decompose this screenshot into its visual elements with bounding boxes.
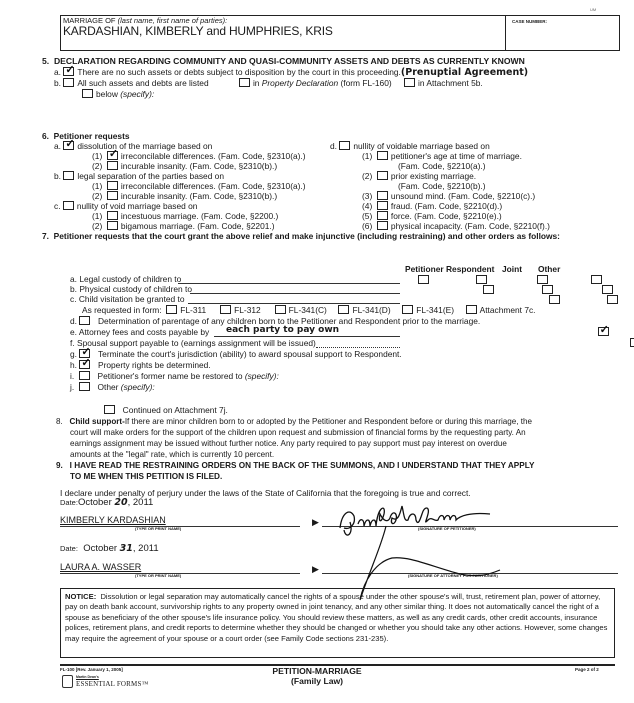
item-text: Spousal support payable to (earnings assignment will be issued) (76, 338, 316, 348)
section-6d-4 (362, 201, 502, 211)
checkbox-7c-petitioner[interactable] (549, 295, 560, 304)
section-6c (54, 201, 197, 211)
section-line: amounts at the "legal" rate, which is currently 10 percent. (70, 450, 275, 459)
section-6d-3 (362, 191, 535, 201)
marriage-label-hint: (last name, first name of parties): (117, 16, 228, 25)
item-letter: e. (70, 327, 77, 337)
item-text: Other (97, 382, 119, 392)
section-line: earnings assignment may be issued without further notice. Any party required to pay support must pay interest on overdue (70, 439, 507, 448)
checkbox-6d6[interactable] (377, 221, 388, 230)
checkbox-6b[interactable] (63, 171, 74, 180)
item-text: nullity of voidable marriage based on (353, 141, 490, 151)
checkbox-6d3[interactable] (377, 191, 388, 200)
checkbox-6c2[interactable] (107, 221, 118, 230)
section-5a (54, 67, 528, 78)
section-number: 7. (42, 231, 49, 241)
form-name: Attachment 7c. (479, 305, 536, 315)
checkbox-6b2[interactable] (107, 191, 118, 200)
checkbox-6c1[interactable] (107, 211, 118, 220)
option-text: below (96, 89, 118, 99)
sub-number: (5) (362, 211, 373, 221)
checkbox-7a-joint[interactable] (537, 275, 548, 284)
fill-line (178, 283, 400, 284)
sig-petitioner-label: (SIGNATURE OF PETITIONER) (418, 526, 476, 531)
checkbox-7b-joint[interactable] (602, 285, 613, 294)
checkbox-6a2[interactable] (107, 161, 118, 170)
publisher-top: Martin Dean's (76, 675, 99, 679)
item-text: Terminate the court's jurisdiction (ability) to award spousal support to Respondent. (97, 349, 402, 359)
section-5b (54, 78, 483, 88)
notice-label: NOTICE: (65, 592, 97, 601)
checkbox-attachment-7c[interactable] (466, 305, 477, 314)
section-6d-5 (362, 211, 502, 221)
form-name: FL-311 (180, 305, 207, 315)
column-other: Other (538, 264, 561, 274)
checkbox-5b-attachment[interactable] (404, 78, 415, 87)
fill-line (214, 336, 400, 337)
sub-number: (1) (92, 151, 103, 161)
section-9 (56, 460, 534, 482)
section-5-title (42, 56, 525, 66)
item-letter: a. (54, 67, 61, 77)
sub-text: bigamous marriage. (Fam. Code, §2201.) (120, 221, 275, 231)
column-joint: Joint (502, 264, 523, 274)
checkbox-7b-petitioner[interactable] (483, 285, 494, 294)
sub-text: irreconcilable differences. (Fam. Code, §2310(a).) (120, 151, 306, 161)
section-8 (56, 416, 532, 460)
checkbox-7j[interactable] (79, 382, 90, 391)
section-6c-2 (92, 221, 275, 231)
item-letter: c. (70, 294, 77, 304)
forms-row (82, 305, 536, 315)
option-text: in Attachment 5b. (418, 78, 483, 88)
section-line: TO ME WHEN THIS PETITION IS FILED. (70, 472, 223, 481)
forms-label: As requested in form: (82, 305, 162, 315)
sub-text: unsound mind. (Fam. Code, §2210(c).) (390, 191, 536, 201)
section-number: 5. (42, 56, 50, 66)
date-petitioner (60, 497, 153, 508)
section-6a-2 (92, 161, 277, 171)
sub-text: incurable insanity. (Fam. Code, §2310(b).) (120, 191, 278, 201)
sig-attorney-label: (SIGNATURE OF ATTORNEY FOR PETITIONER) (408, 573, 498, 578)
item-letter: d. (70, 316, 77, 326)
date-day-handwritten: 31 (119, 543, 133, 554)
item-letter: b. (54, 171, 61, 181)
fill-line (316, 347, 400, 348)
form-name: FL-341(D) (352, 305, 391, 315)
form-id: FL-100 [Rev. January 1, 2005] (60, 667, 123, 672)
checkbox-fl-341c[interactable] (275, 305, 286, 314)
section-7f (70, 338, 316, 348)
section-7c (70, 294, 185, 304)
checkbox-6a[interactable] (63, 141, 74, 150)
sub-number: (2) (362, 171, 373, 181)
notice-text: Dissolution or legal separation may automatically cancel the rights of a spouse under the other spouse's will, trust, retirement plan, power of attorney, pay on death bank account, survivorship rights to any property owned in joint tenancy, and any other similar thing. It does not automatically cancel the right of a spouse as beneficiary of the other spouse's life insurance policy. You should review these matters, as well as any credit cards, other credit accounts, insurance polices, retirement plans, and credit reports to determine whether they should be changed or whether you should take any other actions. However, some changes may require the agreement of your spouse or a court order (see Family Code sections 231-235). (65, 592, 608, 643)
fill-line (188, 303, 400, 304)
sub-number: (1) (362, 151, 373, 161)
section-6d-1-code: (Fam. Code, §2210(a).) (398, 161, 486, 171)
sub-number: (1) (92, 181, 103, 191)
section-7b (70, 284, 192, 294)
sub-number: (2) (92, 161, 103, 171)
section-7j (70, 382, 155, 392)
date-year: , 2011 (127, 497, 154, 508)
option-tail: (form FL-160) (340, 78, 392, 88)
item-text: Attorney fees and costs payable by (78, 327, 210, 337)
date-attorney (60, 543, 159, 554)
checkbox-5a[interactable] (63, 67, 74, 76)
section-7a (70, 274, 181, 284)
attorney-name: LAURA A. WASSER (60, 562, 142, 572)
checkbox-7f-petitioner[interactable] (630, 338, 634, 347)
form-name: FL-341(C) (288, 305, 327, 315)
item-italic: (specify): (120, 382, 155, 392)
publisher-name: ESSENTIAL FORMS™ (76, 680, 149, 688)
checkbox-6d5[interactable] (377, 211, 388, 220)
sub-text: irreconcilable differences. (Fam. Code, §2310(a).) (120, 181, 306, 191)
type-print-label: (TYPE OR PRINT NAME) (135, 526, 182, 531)
checkbox-5b-property-declaration[interactable] (239, 78, 250, 87)
checkbox-7b-respondent[interactable] (542, 285, 553, 294)
column-respondent: Respondent (446, 264, 495, 274)
checkbox-7a-respondent[interactable] (476, 275, 487, 284)
item-italic: (specify): (244, 371, 279, 381)
checkbox-7c-respondent[interactable] (607, 295, 618, 304)
item-text: Petitioner's former name be restored to (97, 371, 243, 381)
sub-text: force. (Fam. Code, §2210(e).) (390, 211, 502, 221)
section-6b-1 (92, 181, 306, 191)
section-7h (70, 360, 211, 370)
sub-text: incurable insanity. (Fam. Code, §2310(b).) (120, 161, 278, 171)
checkbox-7e-petitioner[interactable] (598, 327, 609, 336)
petitioner-name: KIMBERLY KARDASHIAN (60, 515, 166, 525)
section-7-continued (104, 405, 228, 415)
parties-names: KARDASHIAN, KIMBERLY and HUMPHRIES, KRIS (63, 24, 333, 38)
date-year: , 2011 (132, 543, 159, 554)
item-letter: d. (330, 141, 337, 151)
item-letter: b. (70, 284, 77, 294)
checkbox-7a-petitioner[interactable] (418, 275, 429, 284)
checkbox-6d1[interactable] (377, 151, 388, 160)
section-6b-2 (92, 191, 277, 201)
checkbox-6a1[interactable] (107, 151, 118, 160)
sub-text: fraud. (Fam. Code, §2210(d).) (390, 201, 503, 211)
sub-number: (4) (362, 201, 373, 211)
item-letter: a. (54, 141, 61, 151)
section-6d-1 (362, 151, 522, 161)
item-text: Child visitation be granted to (78, 294, 185, 304)
section-number: 6. (42, 131, 49, 141)
column-petitioner: Petitioner (405, 264, 444, 274)
sub-text: incestuous marriage. (Fam. Code, §2200.) (120, 211, 279, 221)
checkbox-6d[interactable] (339, 141, 350, 150)
case-number-label: CASE NUMBER: (512, 19, 548, 24)
notice-box (60, 588, 615, 658)
section-7e (70, 327, 209, 337)
checkbox-5b[interactable] (63, 78, 74, 87)
sub-number: (1) (92, 211, 103, 221)
checkbox-6d4[interactable] (377, 201, 388, 210)
section-line: If there are minor children born to or adopted by the Petitioner and Respondent before or during this marriage, the (124, 417, 532, 426)
section-7i (70, 371, 279, 381)
item-text: Property rights be determined. (97, 360, 211, 370)
marriage-label-text: MARRIAGE OF (63, 16, 116, 25)
sub-text: prior existing marriage. (390, 171, 477, 181)
checkbox-7d[interactable] (79, 316, 90, 325)
item-letter: a. (70, 274, 77, 284)
section-6d (330, 141, 490, 151)
date-label: Date: (60, 498, 78, 507)
section-line: I HAVE READ THE RESTRAINING ORDERS ON THE BACK OF THE SUMMONS, AND I UNDERSTAND THAT THEY APPLY (69, 461, 535, 470)
option-italic: Property Declaration (261, 78, 339, 88)
type-print-label: (TYPE OR PRINT NAME) (135, 573, 182, 578)
section-title-text: Petitioner requests (53, 131, 130, 141)
date-day-handwritten: 20 (114, 497, 128, 508)
form-name: FL-341(E) (416, 305, 454, 315)
item-text: Continued on Attachment 7j. (122, 405, 228, 415)
date-label: Date: (60, 544, 78, 553)
perjury-declaration: I declare under penalty of perjury under the laws of the State of California that the foregoing is true and correct. (60, 488, 471, 498)
handwritten-attorney-fees: each party to pay own (226, 325, 340, 335)
sub-text: petitioner's age at time of marriage. (390, 151, 522, 161)
option-text: in (252, 78, 260, 88)
date-month: October (83, 543, 118, 554)
section-6a (54, 141, 212, 151)
form-name: FL-312 (234, 305, 261, 315)
item-text: All such assets and debts are listed (77, 78, 209, 88)
item-text: Legal custody of children to (79, 274, 182, 284)
checkbox-continued-7j[interactable] (104, 405, 115, 414)
option-italic: (specify): (120, 89, 155, 99)
item-text: There are no such assets or debts subject to disposition by the court in this proceeding. (77, 67, 401, 77)
item-letter: c. (54, 201, 61, 211)
section-6b (54, 171, 224, 181)
page-number: Page 2 of 2 (575, 667, 599, 672)
checkbox-fl-341d[interactable] (338, 305, 349, 314)
date-month: October (77, 497, 112, 508)
item-text: Determination of parentage of any children born to the Petitioner and Respondent prior to the marriage. (97, 316, 481, 326)
sub-number: (2) (92, 221, 103, 231)
item-text: dissolution of the marriage based on (77, 141, 213, 151)
section-lead: Child support- (69, 417, 125, 426)
section-6c-1 (92, 211, 278, 221)
section-line: court will make orders for the support of the children upon request and submission of financial forms by the requesting party. An (70, 428, 526, 437)
section-title-text: Petitioner requests that the court grant the above relief and make injunctive (including restraining) and other orders as follows: (53, 231, 560, 241)
checkbox-6c[interactable] (63, 201, 74, 210)
section-title-text: DECLARATION REGARDING COMMUNITY AND QUASI-COMMUNITY ASSETS AND DEBTS AS CURRENTLY KNOWN (53, 56, 525, 66)
fill-line (190, 293, 400, 294)
section-number: 9. (56, 461, 63, 470)
item-letter: j. (70, 382, 75, 392)
checkbox-6d2[interactable] (377, 171, 388, 180)
checkbox-fl-341e[interactable] (402, 305, 413, 314)
sub-number: (2) (92, 191, 103, 201)
section-6a-1 (92, 151, 306, 161)
arrow-icon: ▶ (312, 517, 319, 527)
checkbox-7h[interactable] (79, 360, 90, 369)
item-letter: f. (70, 338, 75, 348)
checkbox-7i[interactable] (79, 371, 90, 380)
section-6d-2 (362, 171, 476, 181)
item-text: legal separation of the parties based on (77, 171, 224, 181)
publisher-logo-icon (62, 675, 73, 688)
section-7g (70, 349, 402, 359)
sub-number: (6) (362, 221, 373, 231)
section-6d-6 (362, 221, 550, 231)
handwritten-prenup: (Prenuptial Agreement) (400, 67, 529, 78)
item-letter: h. (70, 360, 77, 370)
section-6d-2-code: (Fam. Code, §2210(b).) (398, 181, 486, 191)
checkbox-7a-other[interactable] (591, 275, 602, 284)
section-number: 8. (56, 417, 63, 426)
section-6-title (42, 131, 130, 141)
sub-text: physical incapacity. (Fam. Code, §2210(f).) (390, 221, 550, 231)
sub-number: (3) (362, 191, 373, 201)
footer-subtitle: (Family Law) (290, 676, 344, 686)
item-text: nullity of void marriage based on (76, 201, 198, 211)
checkbox-6b1[interactable] (107, 181, 118, 190)
checkbox-fl-311[interactable] (166, 305, 177, 314)
section-5b-below (82, 89, 154, 99)
item-letter: g. (70, 349, 77, 359)
arrow-icon: ▶ (312, 564, 319, 574)
caption-divider (505, 15, 506, 51)
corner-mark: UM (590, 7, 597, 12)
checkbox-fl-312[interactable] (220, 305, 231, 314)
footer-title: PETITION-MARRIAGE (272, 666, 362, 676)
item-letter: i. (70, 371, 75, 381)
item-letter: b. (54, 78, 61, 88)
item-text: Physical custody of children to (79, 284, 192, 294)
checkbox-5b-below[interactable] (82, 89, 93, 98)
section-7-title (42, 231, 560, 241)
